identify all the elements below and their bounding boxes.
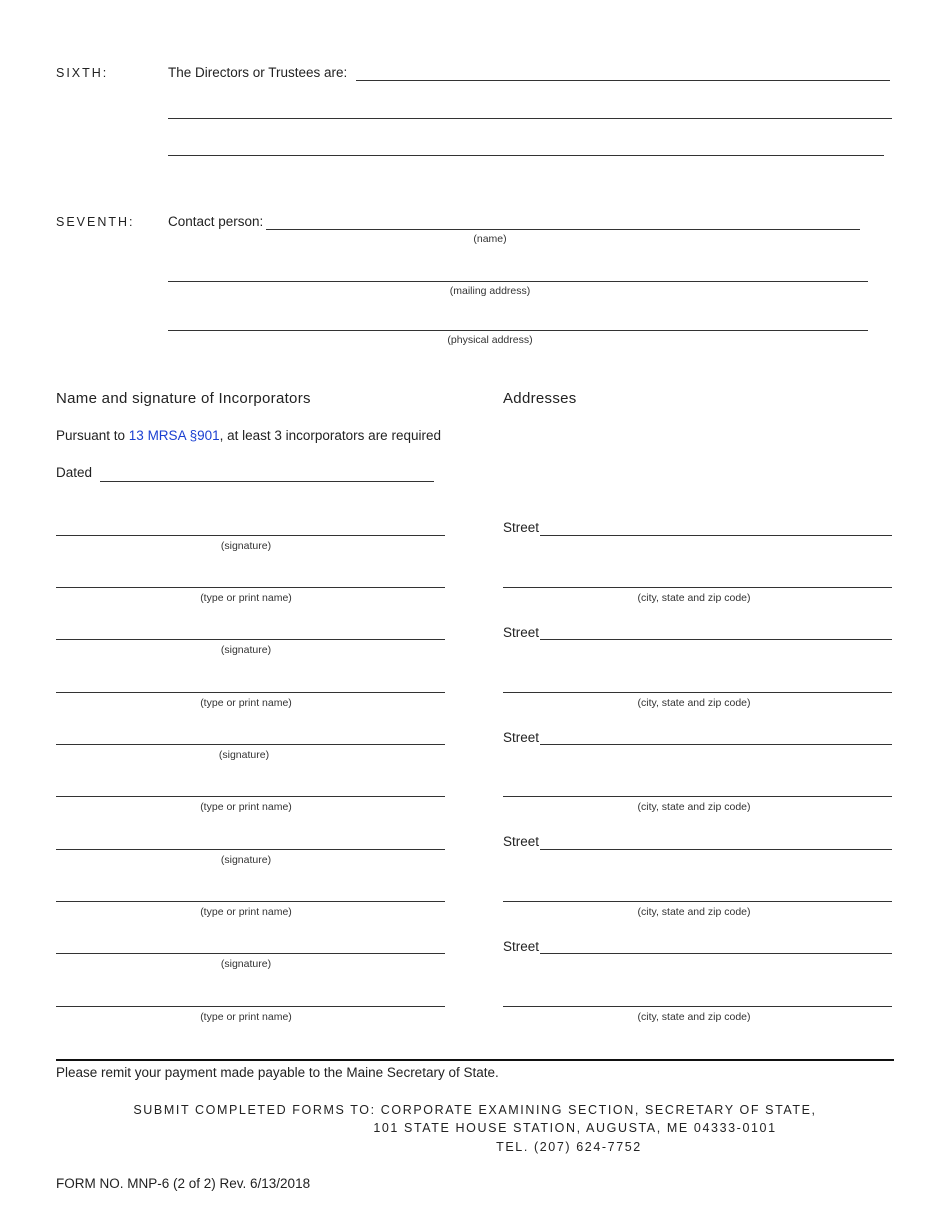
pursuant-suffix: , at least 3 incorporators are required [219, 428, 441, 443]
city-field-3[interactable] [503, 796, 892, 797]
dated-label: Dated [56, 465, 93, 480]
incorporators-heading: Name and signature of Incorporators [56, 390, 311, 407]
directors-field-2[interactable] [168, 118, 892, 119]
print-name-field-3[interactable] [56, 796, 445, 797]
print-name-field-2[interactable] [56, 692, 445, 693]
city-field-5[interactable] [503, 1006, 892, 1007]
city-caption-5: (city, state and zip code) [637, 1011, 751, 1023]
remit-text: Please remit your payment made payable to the Maine Secretary of State. [56, 1065, 499, 1080]
submit-line-1: SUBMIT COMPLETED FORMS TO: CORPORATE EXAMINING SECTION, SECRETARY OF STATE, [133, 1103, 817, 1117]
statute-link[interactable]: 13 MRSA §901 [128, 428, 220, 443]
street-field-1[interactable] [540, 535, 892, 536]
city-field-2[interactable] [503, 692, 892, 693]
street-field-5[interactable] [540, 953, 892, 954]
sixth-label: SIXTH: [56, 66, 109, 80]
print-name-field-5[interactable] [56, 1006, 445, 1007]
physical-address-caption: (physical address) [447, 334, 533, 346]
print-name-caption-5: (type or print name) [200, 1011, 292, 1023]
addresses-heading: Addresses [503, 390, 577, 407]
signature-field-5[interactable] [56, 953, 445, 954]
signature-field-2[interactable] [56, 639, 445, 640]
print-name-field-1[interactable] [56, 587, 445, 588]
city-caption-2: (city, state and zip code) [637, 697, 751, 709]
street-label-4: Street [503, 834, 540, 849]
city-field-1[interactable] [503, 587, 892, 588]
directors-field-3[interactable] [168, 155, 884, 156]
print-name-caption-2: (type or print name) [200, 697, 292, 709]
seventh-label: SEVENTH: [56, 215, 135, 229]
signature-caption-4: (signature) [220, 854, 272, 866]
directors-field-1[interactable] [356, 80, 890, 81]
footer-divider [56, 1059, 894, 1061]
name-caption: (name) [473, 233, 507, 245]
city-caption-1: (city, state and zip code) [637, 592, 751, 604]
form-number: FORM NO. MNP-6 (2 of 2) Rev. 6/13/2018 [56, 1176, 311, 1191]
pursuant-text [56, 428, 441, 443]
signature-caption-5: (signature) [220, 958, 272, 970]
submit-line-2: 101 STATE HOUSE STATION, AUGUSTA, ME 04333-0101 [373, 1121, 777, 1135]
contact-name-field[interactable] [266, 229, 860, 230]
street-field-3[interactable] [540, 744, 892, 745]
print-name-caption-4: (type or print name) [200, 906, 292, 918]
dated-field[interactable] [100, 481, 434, 482]
signature-field-3[interactable] [56, 744, 445, 745]
signature-caption-3: (signature) [218, 749, 270, 761]
contact-person-label: Contact person: [168, 214, 264, 229]
signature-field-1[interactable] [56, 535, 445, 536]
signature-caption-2: (signature) [220, 644, 272, 656]
signature-field-4[interactable] [56, 849, 445, 850]
street-field-4[interactable] [540, 849, 892, 850]
city-caption-3: (city, state and zip code) [637, 801, 751, 813]
city-caption-4: (city, state and zip code) [637, 906, 751, 918]
print-name-caption-1: (type or print name) [200, 592, 292, 604]
street-field-2[interactable] [540, 639, 892, 640]
directors-label: The Directors or Trustees are: [168, 65, 348, 80]
city-field-4[interactable] [503, 901, 892, 902]
submit-line-3: TEL. (207) 624-7752 [496, 1140, 642, 1154]
print-name-field-4[interactable] [56, 901, 445, 902]
street-label-1: Street [503, 520, 540, 535]
street-label-3: Street [503, 730, 540, 745]
mailing-address-caption: (mailing address) [449, 285, 531, 297]
street-label-2: Street [503, 625, 540, 640]
print-name-caption-3: (type or print name) [200, 801, 292, 813]
mailing-address-field[interactable] [168, 281, 868, 282]
street-label-5: Street [503, 939, 540, 954]
physical-address-field[interactable] [168, 330, 868, 331]
signature-caption-1: (signature) [220, 540, 272, 552]
pursuant-prefix: Pursuant to [56, 428, 129, 443]
